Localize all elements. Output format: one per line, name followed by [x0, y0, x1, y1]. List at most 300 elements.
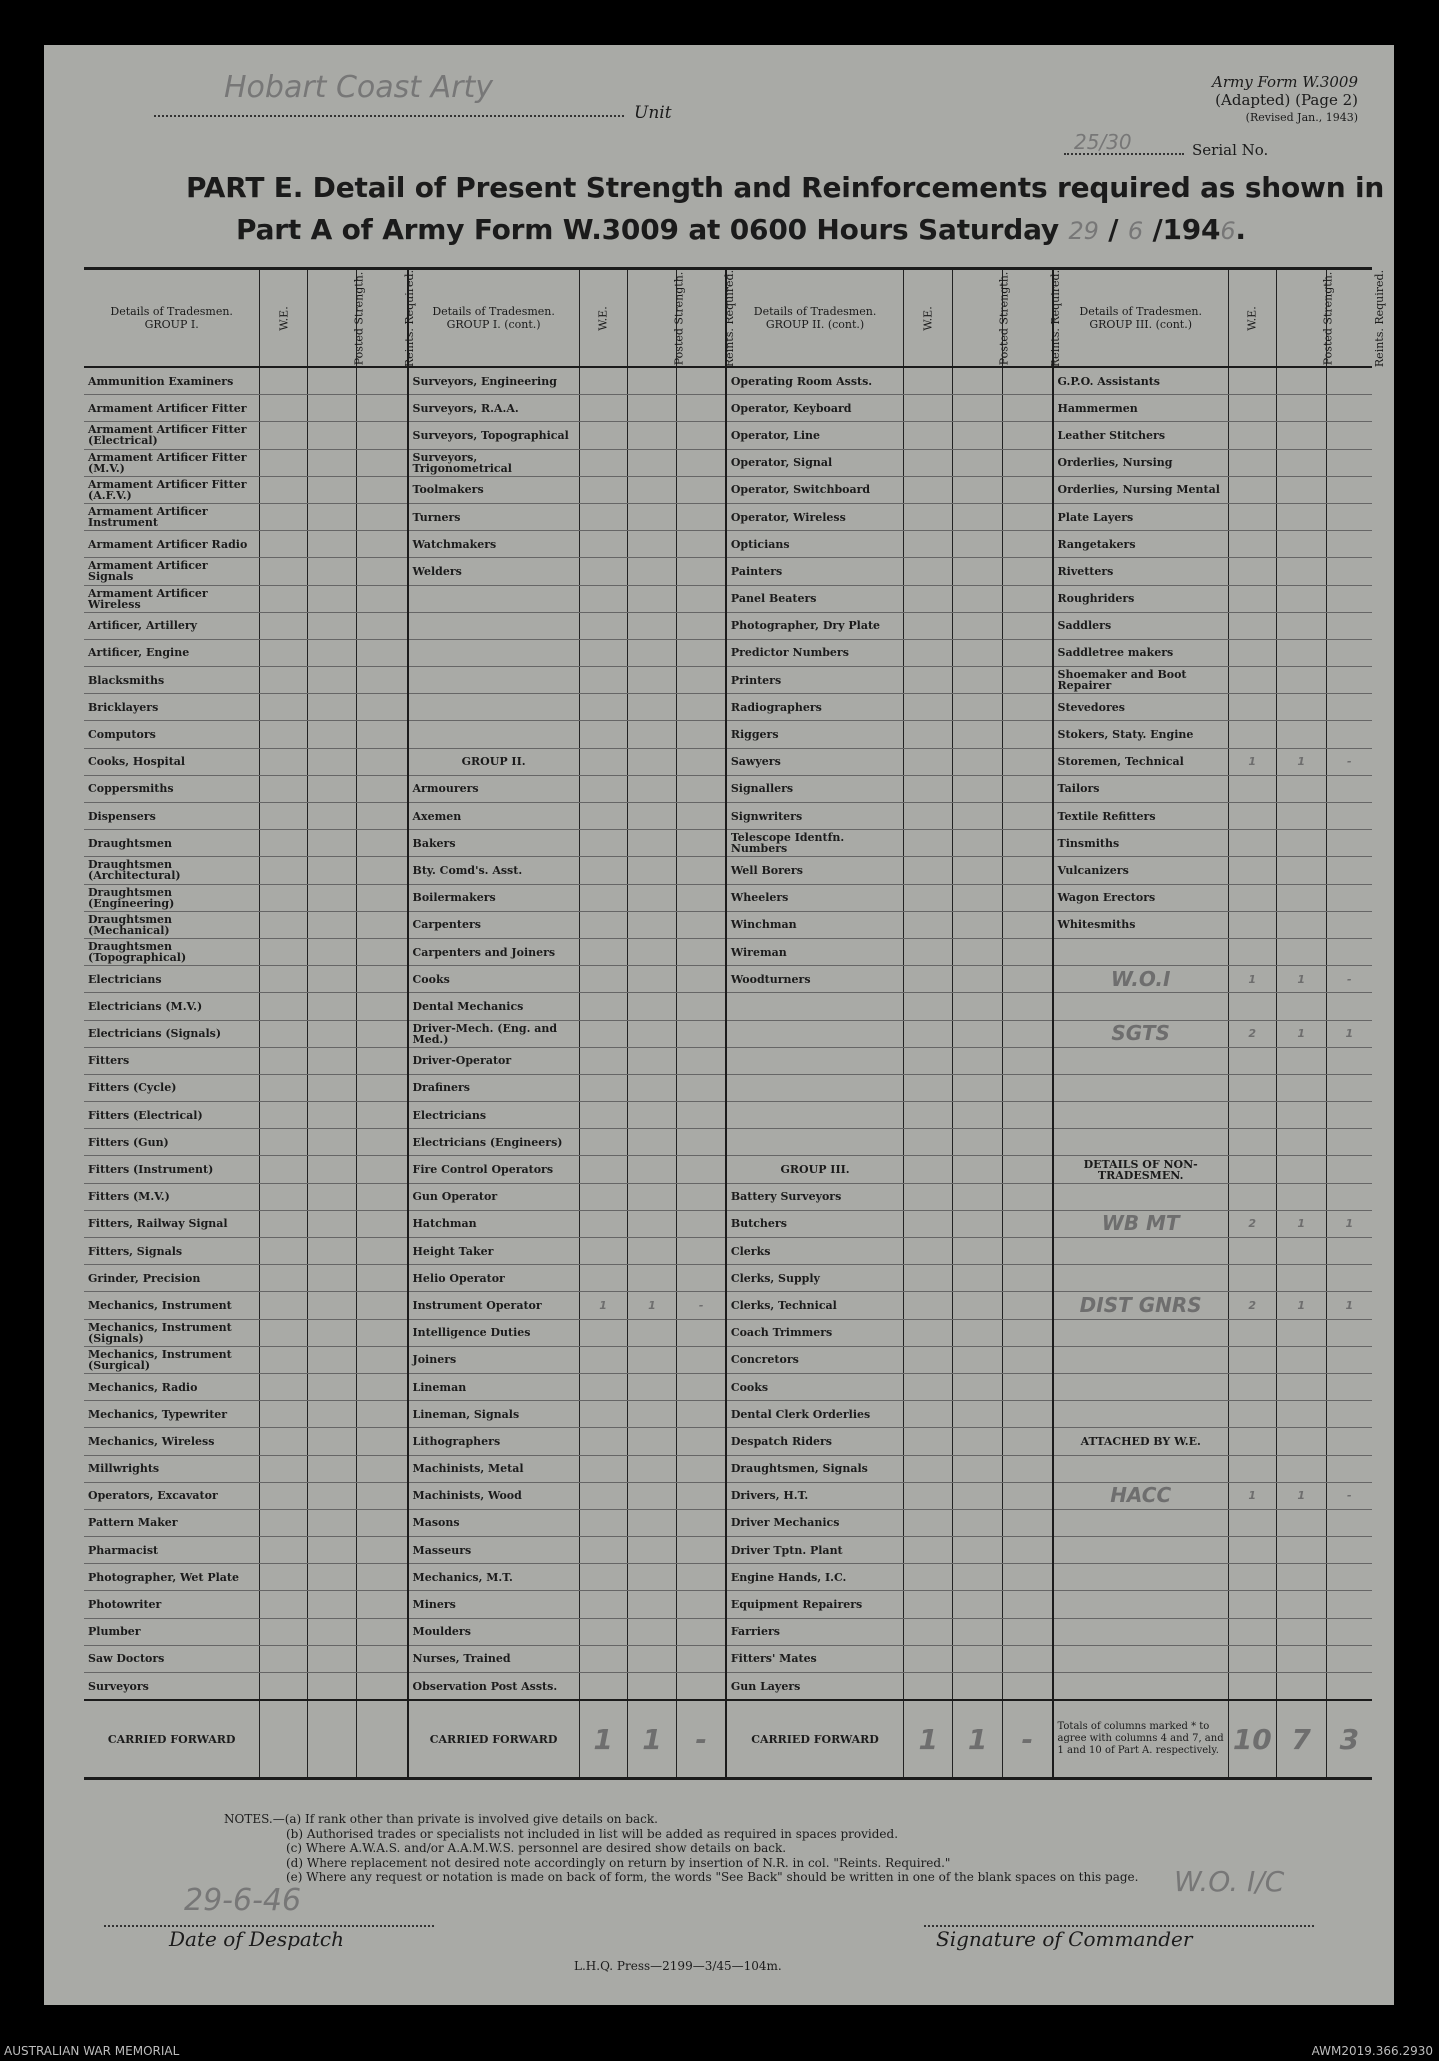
we-cell[interactable]	[904, 367, 953, 395]
reints-cell[interactable]	[357, 585, 408, 612]
posted-cell[interactable]	[627, 1238, 677, 1265]
reints-cell[interactable]	[1003, 1401, 1053, 1428]
reints-cell[interactable]	[357, 1047, 408, 1074]
we-cell[interactable]	[579, 857, 627, 884]
posted-cell[interactable]	[308, 803, 357, 830]
we-cell[interactable]	[904, 748, 953, 775]
posted-cell[interactable]	[953, 1020, 1003, 1047]
we-cell[interactable]	[579, 1591, 627, 1618]
we-cell[interactable]	[904, 1564, 953, 1591]
posted-cell[interactable]	[1276, 1047, 1326, 1074]
posted-cell[interactable]	[308, 1265, 357, 1292]
we-cell[interactable]	[260, 1673, 308, 1701]
reints-cell[interactable]	[1003, 1129, 1053, 1156]
we-cell[interactable]	[904, 531, 953, 558]
posted-cell[interactable]	[953, 966, 1003, 993]
posted-cell[interactable]	[627, 476, 677, 503]
posted-cell[interactable]	[308, 748, 357, 775]
posted-cell[interactable]	[308, 395, 357, 422]
we-cell[interactable]	[260, 1156, 308, 1183]
posted-cell[interactable]	[953, 694, 1003, 721]
reints-cell[interactable]	[677, 1401, 726, 1428]
we-cell[interactable]	[579, 938, 627, 965]
reints-cell[interactable]	[357, 531, 408, 558]
posted-cell[interactable]	[953, 422, 1003, 449]
reints-cell[interactable]	[1003, 1455, 1053, 1482]
we-cell[interactable]	[579, 667, 627, 694]
reints-cell[interactable]	[1326, 503, 1372, 530]
reints-cell[interactable]	[1326, 857, 1372, 884]
posted-cell[interactable]	[953, 558, 1003, 585]
we-cell[interactable]: 2	[1228, 1020, 1276, 1047]
we-cell[interactable]	[579, 1482, 627, 1509]
carried-forward-value[interactable]: 1	[579, 1700, 627, 1779]
we-cell[interactable]	[260, 612, 308, 639]
reints-cell[interactable]	[357, 911, 408, 938]
reints-cell[interactable]	[1003, 1537, 1053, 1564]
posted-cell[interactable]	[953, 639, 1003, 666]
posted-cell[interactable]	[308, 449, 357, 476]
we-cell[interactable]	[579, 639, 627, 666]
posted-cell[interactable]	[308, 1183, 357, 1210]
we-cell[interactable]	[904, 694, 953, 721]
we-cell[interactable]	[579, 884, 627, 911]
we-cell[interactable]	[904, 667, 953, 694]
we-cell[interactable]	[904, 395, 953, 422]
reints-cell[interactable]	[1003, 911, 1053, 938]
carried-forward-value[interactable]: 1	[953, 1700, 1003, 1779]
reints-cell[interactable]	[1003, 367, 1053, 395]
reints-cell[interactable]	[1003, 1047, 1053, 1074]
we-cell[interactable]	[260, 1346, 308, 1373]
reints-cell[interactable]	[1003, 803, 1053, 830]
posted-cell[interactable]	[953, 1183, 1003, 1210]
posted-cell[interactable]	[627, 1591, 677, 1618]
posted-cell[interactable]	[953, 1537, 1003, 1564]
we-cell[interactable]	[579, 1210, 627, 1237]
we-cell[interactable]	[904, 775, 953, 802]
reints-cell[interactable]	[677, 1509, 726, 1536]
reints-cell[interactable]	[1003, 857, 1053, 884]
reints-cell[interactable]	[1326, 1401, 1372, 1428]
we-cell[interactable]	[1228, 993, 1276, 1020]
posted-cell[interactable]	[308, 1482, 357, 1509]
we-cell[interactable]	[1228, 1509, 1276, 1536]
we-cell[interactable]	[904, 803, 953, 830]
posted-cell[interactable]: 1	[1276, 1292, 1326, 1319]
posted-cell[interactable]	[627, 1537, 677, 1564]
posted-cell[interactable]	[953, 938, 1003, 965]
carried-forward-value[interactable]	[357, 1700, 408, 1779]
we-cell[interactable]	[260, 1074, 308, 1101]
posted-cell[interactable]	[953, 803, 1003, 830]
we-cell[interactable]	[1228, 1645, 1276, 1672]
we-cell[interactable]	[1228, 1319, 1276, 1346]
posted-cell[interactable]	[953, 1319, 1003, 1346]
posted-cell[interactable]: 1	[1276, 1482, 1326, 1509]
posted-cell[interactable]	[308, 966, 357, 993]
we-cell[interactable]	[579, 1346, 627, 1373]
reints-cell[interactable]	[1003, 1020, 1053, 1047]
we-cell[interactable]	[904, 1156, 953, 1183]
reints-cell[interactable]	[1326, 775, 1372, 802]
posted-cell[interactable]: 1	[1276, 1210, 1326, 1237]
reints-cell[interactable]	[357, 1210, 408, 1237]
reints-cell[interactable]	[1003, 1102, 1053, 1129]
carried-forward-value[interactable]: 3	[1326, 1700, 1372, 1779]
posted-cell[interactable]	[308, 1564, 357, 1591]
we-cell[interactable]	[579, 1455, 627, 1482]
posted-cell[interactable]	[953, 449, 1003, 476]
we-cell[interactable]	[904, 1265, 953, 1292]
reints-cell[interactable]	[1326, 1564, 1372, 1591]
posted-cell[interactable]	[308, 721, 357, 748]
posted-cell[interactable]	[308, 1129, 357, 1156]
we-cell[interactable]	[260, 1047, 308, 1074]
we-cell[interactable]	[1228, 1401, 1276, 1428]
we-cell[interactable]	[260, 503, 308, 530]
reints-cell[interactable]	[1003, 1319, 1053, 1346]
posted-cell[interactable]	[953, 1673, 1003, 1701]
reints-cell[interactable]	[1326, 1129, 1372, 1156]
we-cell[interactable]	[904, 884, 953, 911]
reints-cell[interactable]	[677, 1129, 726, 1156]
reints-cell[interactable]	[677, 422, 726, 449]
posted-cell[interactable]	[1276, 1428, 1326, 1455]
reints-cell[interactable]	[677, 1564, 726, 1591]
reints-cell[interactable]	[677, 1373, 726, 1400]
posted-cell[interactable]	[1276, 1618, 1326, 1645]
we-cell[interactable]	[904, 830, 953, 857]
posted-cell[interactable]	[627, 422, 677, 449]
posted-cell[interactable]	[308, 1319, 357, 1346]
we-cell[interactable]	[1228, 476, 1276, 503]
reints-cell[interactable]	[357, 721, 408, 748]
posted-cell[interactable]	[953, 1618, 1003, 1645]
reints-cell[interactable]	[1326, 612, 1372, 639]
posted-cell[interactable]	[308, 1102, 357, 1129]
reints-cell[interactable]	[357, 1618, 408, 1645]
we-cell[interactable]	[579, 1428, 627, 1455]
we-cell[interactable]	[260, 966, 308, 993]
we-cell[interactable]	[1228, 830, 1276, 857]
posted-cell[interactable]	[627, 1373, 677, 1400]
posted-cell[interactable]: 1	[1276, 1020, 1326, 1047]
posted-cell[interactable]	[953, 1645, 1003, 1672]
posted-cell[interactable]	[308, 1238, 357, 1265]
reints-cell[interactable]	[1326, 1346, 1372, 1373]
we-cell[interactable]	[579, 1618, 627, 1645]
posted-cell[interactable]	[1276, 1537, 1326, 1564]
we-cell[interactable]	[904, 993, 953, 1020]
posted-cell[interactable]	[627, 1455, 677, 1482]
reints-cell[interactable]	[1003, 395, 1053, 422]
we-cell[interactable]	[260, 748, 308, 775]
we-cell[interactable]	[904, 558, 953, 585]
posted-cell[interactable]	[308, 775, 357, 802]
we-cell[interactable]	[1228, 585, 1276, 612]
posted-cell[interactable]	[308, 694, 357, 721]
reints-cell[interactable]	[357, 422, 408, 449]
posted-cell[interactable]	[627, 1482, 677, 1509]
reints-cell[interactable]	[357, 1401, 408, 1428]
posted-cell[interactable]	[1276, 1373, 1326, 1400]
reints-cell[interactable]	[1003, 1183, 1053, 1210]
we-cell[interactable]	[904, 857, 953, 884]
posted-cell[interactable]	[627, 993, 677, 1020]
reints-cell[interactable]	[677, 911, 726, 938]
posted-cell[interactable]	[1276, 911, 1326, 938]
reints-cell[interactable]: -	[1326, 748, 1372, 775]
reints-cell[interactable]	[677, 938, 726, 965]
posted-cell[interactable]	[627, 775, 677, 802]
reints-cell[interactable]	[677, 531, 726, 558]
posted-cell[interactable]	[953, 1346, 1003, 1373]
we-cell[interactable]	[1228, 1428, 1276, 1455]
carried-forward-value[interactable]: -	[677, 1700, 726, 1779]
reints-cell[interactable]	[1003, 993, 1053, 1020]
reints-cell[interactable]	[1326, 558, 1372, 585]
reints-cell[interactable]	[677, 748, 726, 775]
posted-cell[interactable]	[627, 1319, 677, 1346]
posted-cell[interactable]	[308, 1210, 357, 1237]
we-cell[interactable]	[260, 803, 308, 830]
posted-cell[interactable]	[627, 966, 677, 993]
we-cell[interactable]	[904, 612, 953, 639]
reints-cell[interactable]: -	[1326, 1482, 1372, 1509]
we-cell[interactable]: 2	[1228, 1210, 1276, 1237]
we-cell[interactable]	[579, 1156, 627, 1183]
we-cell[interactable]	[904, 1074, 953, 1101]
posted-cell[interactable]	[627, 803, 677, 830]
posted-cell[interactable]	[1276, 1645, 1326, 1672]
reints-cell[interactable]	[357, 993, 408, 1020]
we-cell[interactable]	[904, 1047, 953, 1074]
reints-cell[interactable]	[677, 1319, 726, 1346]
we-cell[interactable]	[904, 966, 953, 993]
reints-cell[interactable]	[677, 1183, 726, 1210]
posted-cell[interactable]	[1276, 1591, 1326, 1618]
posted-cell[interactable]	[308, 1673, 357, 1701]
we-cell[interactable]	[904, 1618, 953, 1645]
posted-cell[interactable]	[1276, 1156, 1326, 1183]
reints-cell[interactable]	[357, 1645, 408, 1672]
posted-cell[interactable]	[1276, 1509, 1326, 1536]
posted-cell[interactable]	[308, 1537, 357, 1564]
posted-cell[interactable]	[953, 1455, 1003, 1482]
reints-cell[interactable]	[1326, 1265, 1372, 1292]
we-cell[interactable]	[904, 1455, 953, 1482]
reints-cell[interactable]	[357, 395, 408, 422]
posted-cell[interactable]	[953, 857, 1003, 884]
posted-cell[interactable]	[627, 639, 677, 666]
we-cell[interactable]	[1228, 1537, 1276, 1564]
we-cell[interactable]	[260, 830, 308, 857]
reints-cell[interactable]	[357, 558, 408, 585]
reints-cell[interactable]	[357, 1074, 408, 1101]
posted-cell[interactable]	[953, 612, 1003, 639]
posted-cell[interactable]	[1276, 395, 1326, 422]
carried-forward-value[interactable]	[308, 1700, 357, 1779]
we-cell[interactable]	[260, 422, 308, 449]
reints-cell[interactable]	[677, 966, 726, 993]
reints-cell[interactable]	[357, 1102, 408, 1129]
reints-cell[interactable]	[1003, 1618, 1053, 1645]
posted-cell[interactable]	[1276, 1102, 1326, 1129]
reints-cell[interactable]: -	[677, 1292, 726, 1319]
posted-cell[interactable]: 1	[1276, 748, 1326, 775]
we-cell[interactable]	[1228, 1455, 1276, 1482]
posted-cell[interactable]	[953, 503, 1003, 530]
posted-cell[interactable]	[953, 1156, 1003, 1183]
reints-cell[interactable]	[1326, 1673, 1372, 1701]
we-cell[interactable]	[1228, 612, 1276, 639]
posted-cell[interactable]	[627, 1564, 677, 1591]
reints-cell[interactable]	[1003, 422, 1053, 449]
posted-cell[interactable]	[1276, 503, 1326, 530]
reints-cell[interactable]	[1003, 1482, 1053, 1509]
posted-cell[interactable]	[1276, 830, 1326, 857]
reints-cell[interactable]	[357, 1564, 408, 1591]
we-cell[interactable]	[1228, 503, 1276, 530]
we-cell[interactable]	[260, 911, 308, 938]
posted-cell[interactable]	[627, 748, 677, 775]
we-cell[interactable]	[260, 667, 308, 694]
we-cell[interactable]	[260, 531, 308, 558]
we-cell[interactable]	[1228, 803, 1276, 830]
reints-cell[interactable]	[677, 1238, 726, 1265]
posted-cell[interactable]	[627, 395, 677, 422]
posted-cell[interactable]	[953, 1428, 1003, 1455]
reints-cell[interactable]	[357, 748, 408, 775]
posted-cell[interactable]	[953, 1129, 1003, 1156]
we-cell[interactable]	[1228, 911, 1276, 938]
posted-cell[interactable]	[1276, 422, 1326, 449]
we-cell[interactable]	[579, 367, 627, 395]
we-cell[interactable]	[904, 1537, 953, 1564]
we-cell[interactable]	[260, 1129, 308, 1156]
we-cell[interactable]	[904, 1673, 953, 1701]
posted-cell[interactable]	[1276, 639, 1326, 666]
reints-cell[interactable]	[1003, 748, 1053, 775]
reints-cell[interactable]	[1326, 585, 1372, 612]
posted-cell[interactable]	[1276, 1129, 1326, 1156]
reints-cell[interactable]	[677, 1537, 726, 1564]
posted-cell[interactable]	[953, 395, 1003, 422]
reints-cell[interactable]: -	[1326, 966, 1372, 993]
posted-cell[interactable]	[953, 1373, 1003, 1400]
reints-cell[interactable]	[357, 1020, 408, 1047]
reints-cell[interactable]	[357, 1537, 408, 1564]
we-cell[interactable]	[260, 775, 308, 802]
reints-cell[interactable]	[677, 1020, 726, 1047]
posted-cell[interactable]	[308, 911, 357, 938]
posted-cell[interactable]	[1276, 1319, 1326, 1346]
posted-cell[interactable]: 1	[627, 1292, 677, 1319]
we-cell[interactable]	[904, 1319, 953, 1346]
we-cell[interactable]	[1228, 531, 1276, 558]
posted-cell[interactable]	[308, 993, 357, 1020]
reints-cell[interactable]	[1326, 1618, 1372, 1645]
we-cell[interactable]	[579, 1265, 627, 1292]
reints-cell[interactable]	[1326, 1509, 1372, 1536]
we-cell[interactable]	[260, 694, 308, 721]
reints-cell[interactable]	[677, 830, 726, 857]
we-cell[interactable]	[260, 1238, 308, 1265]
we-cell[interactable]	[1228, 558, 1276, 585]
posted-cell[interactable]	[627, 1156, 677, 1183]
reints-cell[interactable]	[677, 585, 726, 612]
reints-cell[interactable]	[1003, 721, 1053, 748]
posted-cell[interactable]	[1276, 585, 1326, 612]
we-cell[interactable]	[579, 585, 627, 612]
we-cell[interactable]	[579, 422, 627, 449]
reints-cell[interactable]	[677, 1346, 726, 1373]
we-cell[interactable]	[904, 1346, 953, 1373]
we-cell[interactable]	[260, 857, 308, 884]
we-cell[interactable]	[904, 911, 953, 938]
reints-cell[interactable]	[357, 1373, 408, 1400]
reints-cell[interactable]	[357, 1455, 408, 1482]
we-cell[interactable]	[579, 1564, 627, 1591]
we-cell[interactable]	[579, 503, 627, 530]
we-cell[interactable]	[579, 1319, 627, 1346]
reints-cell[interactable]	[357, 1292, 408, 1319]
we-cell[interactable]	[904, 1509, 953, 1536]
we-cell[interactable]	[579, 911, 627, 938]
posted-cell[interactable]	[953, 775, 1003, 802]
posted-cell[interactable]	[1276, 884, 1326, 911]
posted-cell[interactable]	[308, 639, 357, 666]
we-cell[interactable]	[904, 1401, 953, 1428]
posted-cell[interactable]	[308, 1047, 357, 1074]
we-cell[interactable]: 1	[1228, 1482, 1276, 1509]
posted-cell[interactable]	[308, 1591, 357, 1618]
reints-cell[interactable]	[1326, 395, 1372, 422]
reints-cell[interactable]	[1326, 367, 1372, 395]
reints-cell[interactable]	[1326, 1047, 1372, 1074]
we-cell[interactable]	[904, 476, 953, 503]
reints-cell[interactable]	[677, 558, 726, 585]
we-cell[interactable]	[579, 1074, 627, 1101]
carried-forward-value[interactable]: 7	[1276, 1700, 1326, 1779]
reints-cell[interactable]	[357, 830, 408, 857]
posted-cell[interactable]	[953, 1265, 1003, 1292]
we-cell[interactable]	[260, 395, 308, 422]
we-cell[interactable]	[579, 1102, 627, 1129]
reints-cell[interactable]	[1003, 1074, 1053, 1101]
we-cell[interactable]	[1228, 938, 1276, 965]
reints-cell[interactable]	[677, 395, 726, 422]
reints-cell[interactable]	[677, 993, 726, 1020]
reints-cell[interactable]	[677, 503, 726, 530]
reints-cell[interactable]	[1326, 830, 1372, 857]
reints-cell[interactable]	[677, 1102, 726, 1129]
reints-cell[interactable]	[1003, 1238, 1053, 1265]
posted-cell[interactable]	[627, 558, 677, 585]
we-cell[interactable]	[260, 1292, 308, 1319]
we-cell[interactable]	[260, 476, 308, 503]
we-cell[interactable]	[1228, 1156, 1276, 1183]
posted-cell[interactable]	[308, 476, 357, 503]
reints-cell[interactable]	[1003, 531, 1053, 558]
we-cell[interactable]	[260, 1618, 308, 1645]
posted-cell[interactable]	[1276, 1564, 1326, 1591]
reints-cell[interactable]	[677, 1210, 726, 1237]
we-cell[interactable]	[260, 1564, 308, 1591]
we-cell[interactable]	[579, 775, 627, 802]
reints-cell[interactable]	[357, 938, 408, 965]
